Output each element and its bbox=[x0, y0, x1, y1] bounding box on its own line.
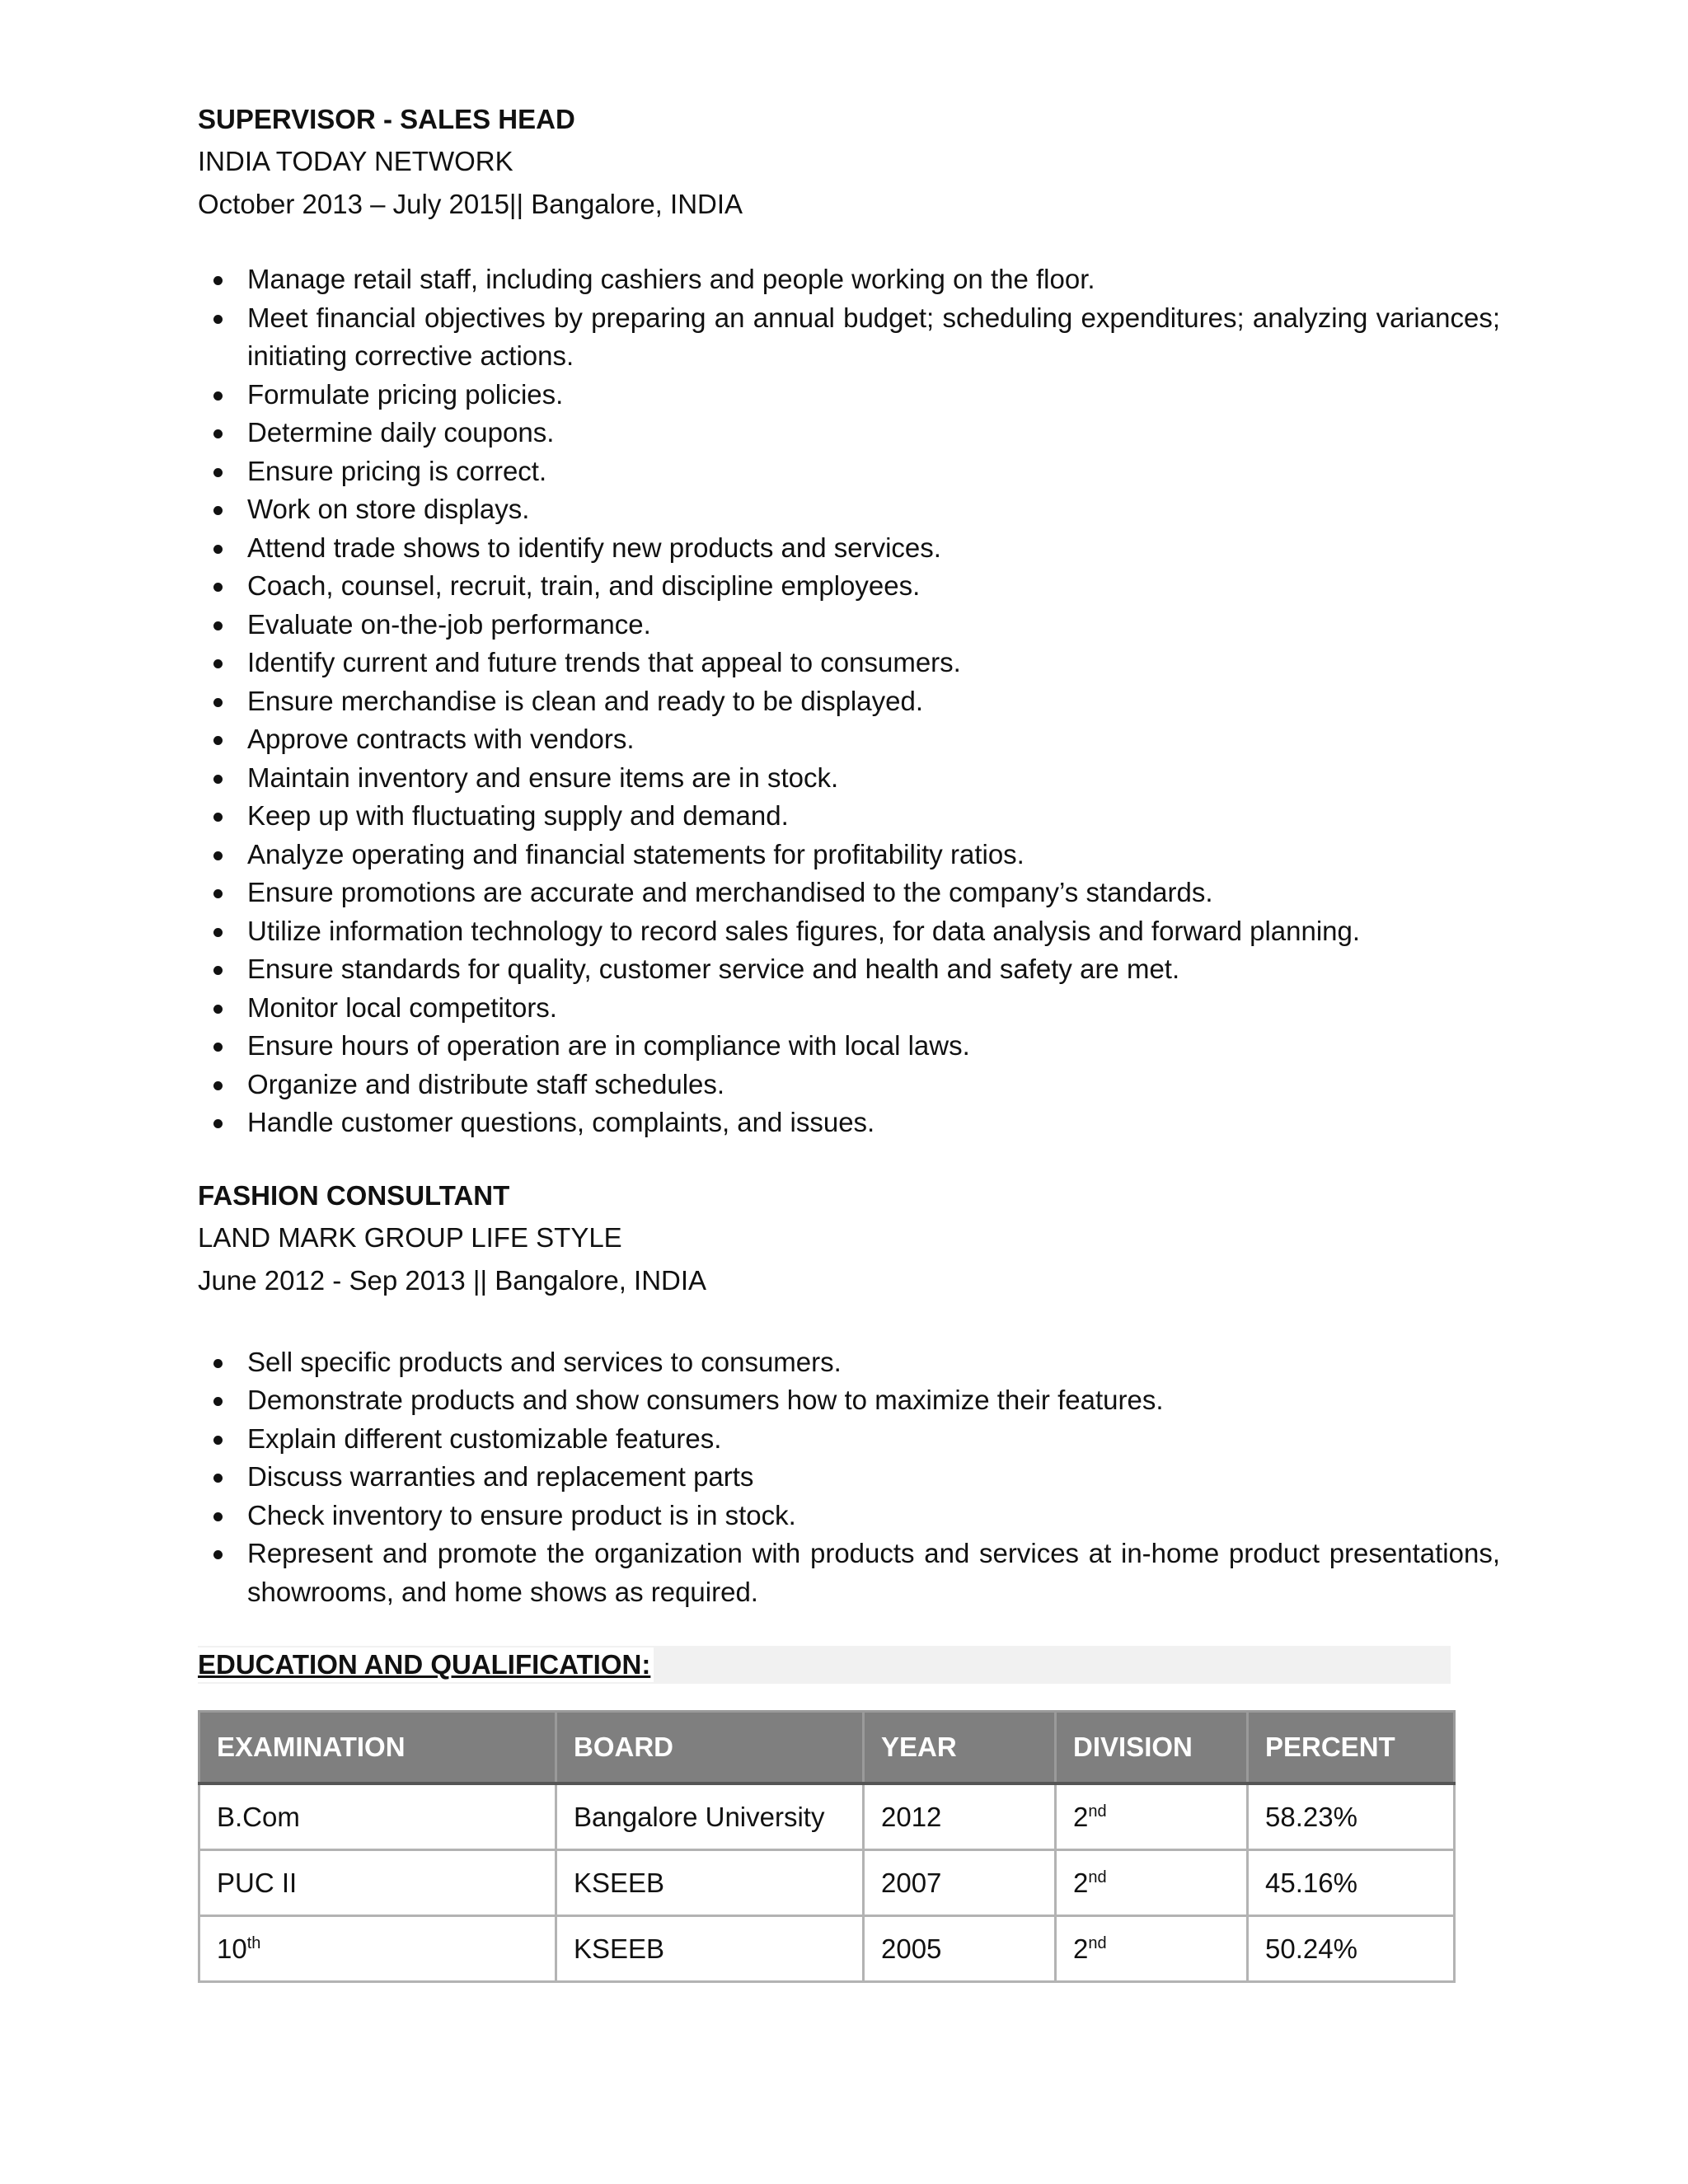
cell-percent-text: 45.16% bbox=[1265, 1867, 1357, 1898]
bullet-icon bbox=[213, 1359, 223, 1368]
duty-item bbox=[198, 1104, 1500, 1142]
bullet-icon bbox=[213, 315, 223, 324]
header-year: YEAR bbox=[864, 1712, 1056, 1784]
duty-item bbox=[198, 759, 1500, 798]
duty-text: Demonstrate products and show consumers how to maximize their features. bbox=[247, 1385, 1164, 1415]
cell-board-text: Bangalore University bbox=[574, 1801, 825, 1832]
table-row bbox=[199, 1916, 1455, 1982]
duty-text: Ensure hours of operation are in compliance with local laws. bbox=[247, 1030, 970, 1061]
cell-year bbox=[864, 1850, 1056, 1916]
duty-text: Work on store displays. bbox=[247, 494, 530, 524]
bullet-icon bbox=[213, 391, 223, 401]
duty-text: Determine daily coupons. bbox=[247, 417, 555, 448]
duty-item bbox=[198, 1420, 1500, 1459]
cell-division bbox=[1056, 1916, 1248, 1982]
job-period-location: June 2012 - Sep 2013 || Bangalore, INDIA bbox=[198, 1264, 707, 1296]
resume-page bbox=[198, 99, 1500, 1983]
bullet-icon bbox=[213, 1043, 223, 1052]
bullet-icon bbox=[213, 698, 223, 707]
bullet-icon bbox=[213, 966, 223, 975]
duty-item bbox=[198, 682, 1500, 721]
duty-item bbox=[198, 644, 1500, 682]
job-company: INDIA TODAY NETWORK bbox=[198, 146, 513, 176]
cell-board-text: KSEEB bbox=[574, 1933, 665, 1964]
bullet-icon bbox=[213, 583, 223, 592]
duty-item bbox=[198, 874, 1500, 912]
education-table bbox=[198, 1710, 1456, 1983]
bullet-icon bbox=[213, 468, 223, 477]
bullet-icon bbox=[213, 775, 223, 784]
duty-item bbox=[198, 260, 1500, 299]
duty-text: Meet financial objectives by preparing an annual budget; scheduling expenditures; analyzing variances; initiating corrective actions. bbox=[247, 302, 1500, 371]
cell-year-text: 2012 bbox=[881, 1801, 942, 1832]
duty-item bbox=[198, 1027, 1500, 1066]
duty-text: Ensure promotions are accurate and merchandised to the company’s standards. bbox=[247, 877, 1213, 907]
cell-board bbox=[556, 1850, 864, 1916]
duty-text: Represent and promote the organization with products and services at in-home product presentations, showrooms, and home shows as required. bbox=[247, 1538, 1500, 1607]
job-title: FASHION CONSULTANT bbox=[198, 1179, 510, 1211]
duty-text: Sell specific products and services to consumers. bbox=[247, 1346, 842, 1377]
cell-board bbox=[556, 1783, 864, 1850]
duty-text: Utilize information technology to record sales figures, for data analysis and forward planning. bbox=[247, 915, 1361, 946]
cell-examination bbox=[199, 1850, 556, 1916]
duty-item bbox=[198, 1497, 1500, 1535]
duty-text: Handle customer questions, complaints, and issues. bbox=[247, 1107, 875, 1137]
duty-text: Monitor local competitors. bbox=[247, 991, 557, 1023]
cell-examination-text: B.Com bbox=[217, 1801, 300, 1832]
cell-division bbox=[1056, 1783, 1248, 1850]
duty-item bbox=[198, 950, 1500, 989]
header-examination: EXAMINATION bbox=[199, 1712, 556, 1784]
bullet-icon bbox=[213, 736, 223, 745]
job-duties-list bbox=[198, 1343, 1500, 1612]
header-division: DIVISION bbox=[1056, 1712, 1248, 1784]
education-heading-bar bbox=[198, 1646, 1451, 1684]
bullet-icon bbox=[213, 889, 223, 898]
bullet-icon bbox=[213, 276, 223, 285]
cell-examination bbox=[199, 1783, 556, 1850]
cell-examination-text: 10 bbox=[217, 1933, 247, 1964]
duty-item bbox=[198, 912, 1500, 951]
duty-item bbox=[198, 490, 1500, 529]
duty-item bbox=[198, 452, 1500, 491]
bullet-icon bbox=[213, 851, 223, 860]
duty-text: Organize and distribute staff schedules. bbox=[247, 1068, 725, 1099]
job-period-location: October 2013 – July 2015|| Bangalore, INDIA bbox=[198, 189, 743, 219]
cell-division bbox=[1056, 1850, 1248, 1916]
cell-percent bbox=[1248, 1916, 1455, 1982]
cell-division-suffix: nd bbox=[1088, 1868, 1107, 1886]
job-fashion-consultant bbox=[198, 1175, 1500, 1612]
duty-text: Keep up with fluctuating supply and demand. bbox=[247, 800, 789, 831]
job-company: LAND MARK GROUP LIFE STYLE bbox=[198, 1221, 622, 1253]
duty-item bbox=[198, 720, 1500, 759]
duty-text: Check inventory to ensure product is in stock. bbox=[247, 1499, 796, 1530]
duty-item bbox=[198, 1381, 1500, 1420]
bullet-icon bbox=[213, 813, 223, 822]
bullet-icon bbox=[213, 1436, 223, 1445]
cell-percent-text: 50.24% bbox=[1265, 1933, 1357, 1964]
bullet-icon bbox=[213, 1397, 223, 1406]
cell-examination-suffix: th bbox=[246, 1933, 261, 1952]
duty-text: Approve contracts with vendors. bbox=[247, 724, 635, 754]
header-board: BOARD bbox=[556, 1712, 864, 1784]
duty-text: Evaluate on-the-job performance. bbox=[247, 608, 651, 640]
job-supervisor bbox=[198, 99, 1500, 1142]
duty-item bbox=[198, 836, 1500, 874]
duty-text: Coach, counsel, recruit, train, and discipline employees. bbox=[247, 570, 921, 601]
cell-examination-text: PUC II bbox=[217, 1867, 298, 1898]
duty-text: Maintain inventory and ensure items are in stock. bbox=[247, 762, 839, 793]
bullet-icon bbox=[213, 659, 223, 668]
bullet-icon bbox=[213, 1550, 223, 1559]
duty-item bbox=[198, 989, 1500, 1028]
duty-item bbox=[198, 797, 1500, 836]
duty-item bbox=[198, 529, 1500, 568]
cell-division-suffix: nd bbox=[1088, 1933, 1107, 1952]
duty-text: Attend trade shows to identify new products and services. bbox=[247, 532, 941, 563]
duty-item bbox=[198, 299, 1500, 376]
bullet-icon bbox=[213, 545, 223, 554]
cell-year-text: 2005 bbox=[881, 1933, 942, 1964]
job-duties-list bbox=[198, 260, 1500, 1142]
duty-text: Identify current and future trends that appeal to consumers. bbox=[247, 647, 961, 677]
bullet-icon bbox=[213, 621, 223, 630]
duty-item bbox=[198, 606, 1500, 644]
cell-year bbox=[864, 1916, 1056, 1982]
cell-percent-text: 58.23% bbox=[1265, 1801, 1357, 1832]
table-row bbox=[199, 1783, 1455, 1850]
cell-examination bbox=[199, 1916, 556, 1982]
cell-division-text: 2 bbox=[1073, 1933, 1089, 1964]
duty-text: Manage retail staff, including cashiers and people working on the floor. bbox=[247, 264, 1095, 294]
cell-board-text: KSEEB bbox=[574, 1867, 665, 1898]
cell-percent bbox=[1248, 1783, 1455, 1850]
bullet-icon bbox=[213, 928, 223, 937]
cell-division-text: 2 bbox=[1073, 1867, 1089, 1898]
cell-year bbox=[864, 1783, 1056, 1850]
education-heading: EDUCATION AND QUALIFICATION: bbox=[198, 1647, 654, 1682]
cell-division-text: 2 bbox=[1073, 1801, 1089, 1832]
cell-percent bbox=[1248, 1850, 1455, 1916]
duty-item bbox=[198, 567, 1500, 606]
bullet-icon bbox=[213, 1474, 223, 1483]
bullet-icon bbox=[213, 1081, 223, 1090]
job-title: SUPERVISOR - SALES HEAD bbox=[198, 104, 575, 134]
bullet-icon bbox=[213, 1005, 223, 1014]
duty-item bbox=[198, 1343, 1500, 1382]
cell-division-suffix: nd bbox=[1088, 1802, 1107, 1821]
header-percent: PERCENT bbox=[1248, 1712, 1455, 1784]
duty-text: Formulate pricing policies. bbox=[247, 378, 564, 410]
duty-text: Explain different customizable features. bbox=[247, 1422, 722, 1454]
duty-item bbox=[198, 1535, 1500, 1611]
bullet-icon bbox=[213, 1119, 223, 1128]
education-table-header-row bbox=[199, 1712, 1455, 1784]
duty-item bbox=[198, 376, 1500, 415]
table-row bbox=[199, 1850, 1455, 1916]
duty-text: Analyze operating and financial statements for profitability ratios. bbox=[247, 838, 1025, 869]
duty-item bbox=[198, 1458, 1500, 1497]
duty-text: Discuss warranties and replacement parts bbox=[247, 1461, 754, 1492]
bullet-icon bbox=[213, 1512, 223, 1521]
duty-item bbox=[198, 1066, 1500, 1104]
duty-text: Ensure standards for quality, customer service and health and safety are met. bbox=[247, 954, 1180, 984]
duty-text: Ensure pricing is correct. bbox=[247, 455, 547, 486]
bullet-icon bbox=[213, 506, 223, 515]
bullet-icon bbox=[213, 429, 223, 438]
duty-item bbox=[198, 414, 1500, 452]
cell-board bbox=[556, 1916, 864, 1982]
duty-text: Ensure merchandise is clean and ready to be displayed. bbox=[247, 685, 923, 716]
cell-year-text: 2007 bbox=[881, 1867, 942, 1898]
